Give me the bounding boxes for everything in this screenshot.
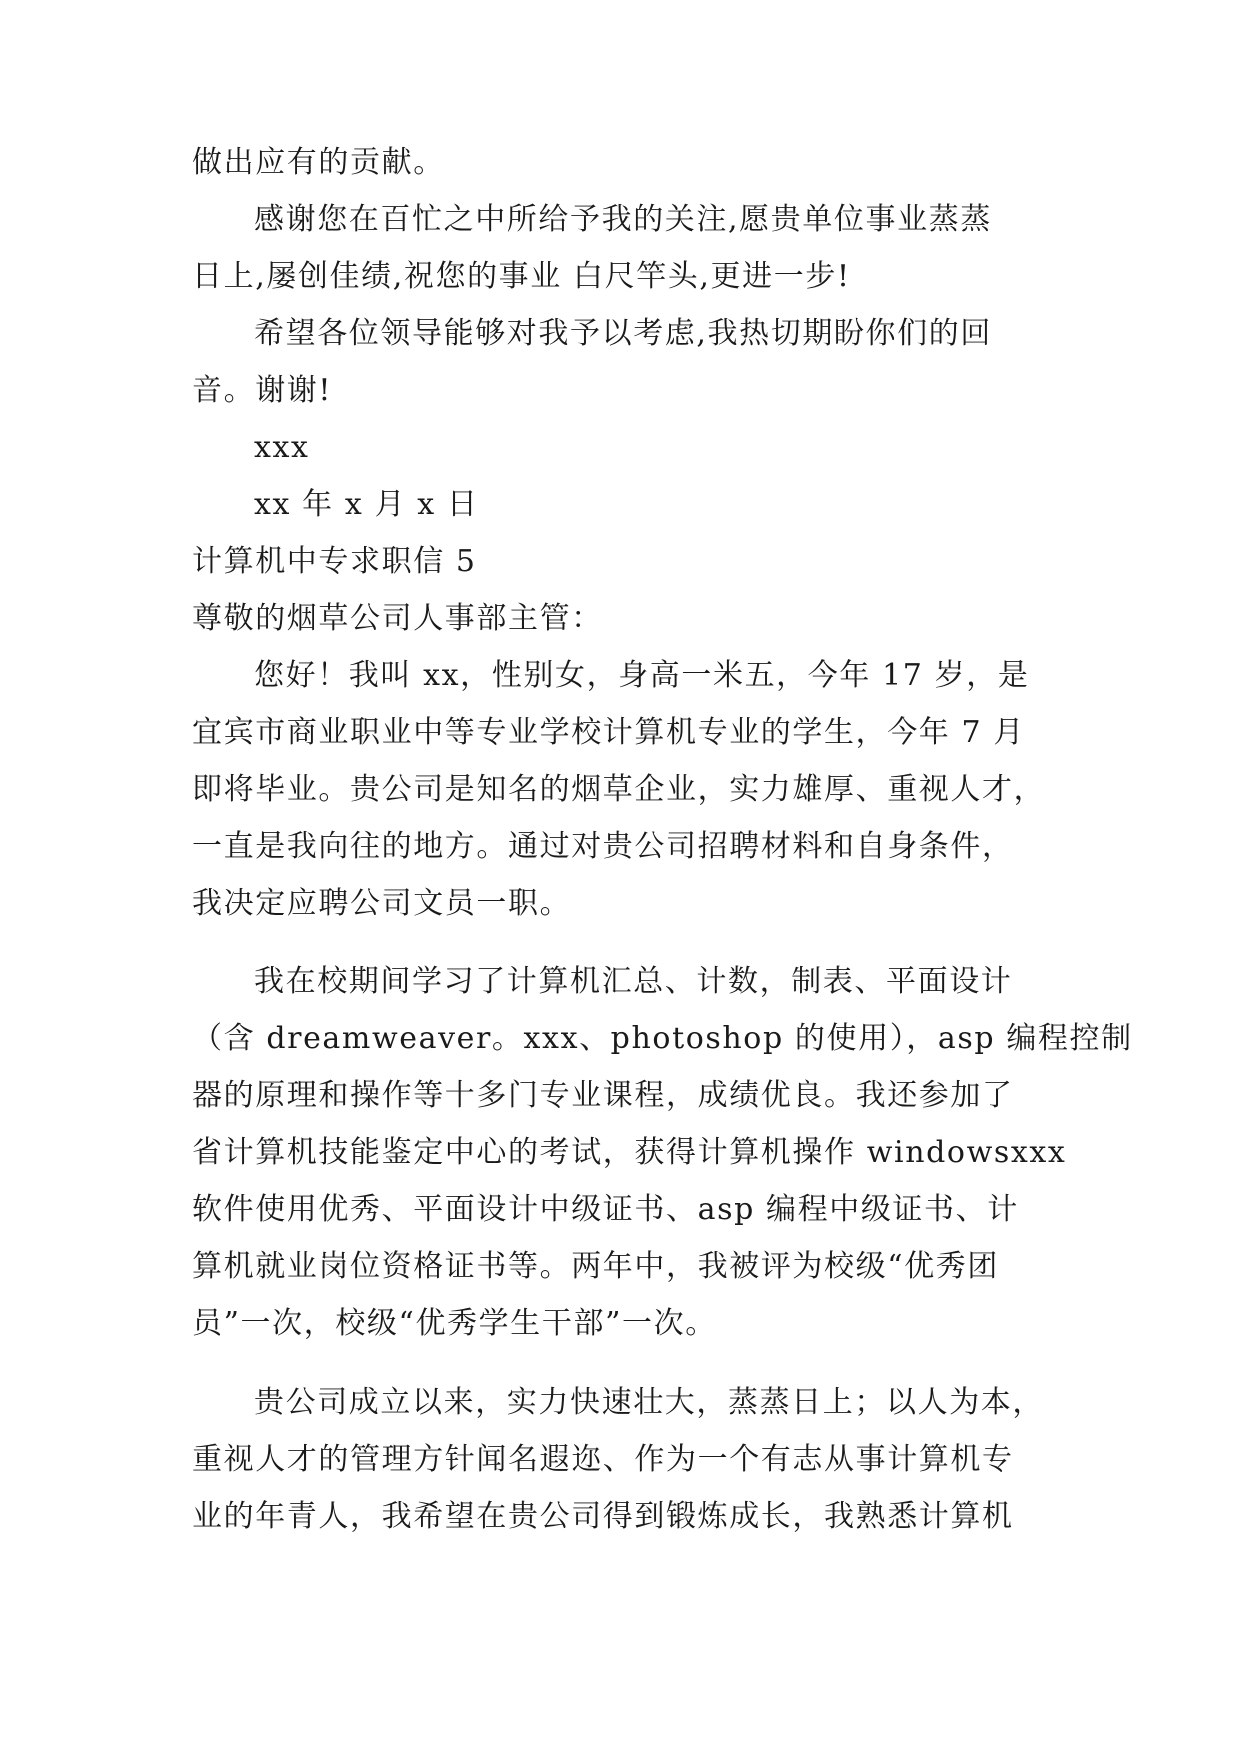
text-line: 宜宾市商业职业中等专业学校计算机专业的学生，今年 7 月 — [192, 715, 1025, 750]
text-line: 贵公司成立以来，实力快速壮大，蒸蒸日上；以人为本， — [254, 1385, 1044, 1420]
text-line: 算机就业岗位资格证书等。两年中，我被评为校级“优秀团 — [192, 1249, 999, 1284]
text-line: 省计算机技能鉴定中心的考试，获得计算机操作 windowsxxx — [192, 1135, 1067, 1170]
text-line: 软件使用优秀、平面设计中级证书、asp 编程中级证书、计 — [192, 1192, 1019, 1227]
text-line: 您好！我叫 xx，性别女，身高一米五，今年 17 岁，是 — [254, 658, 1030, 693]
text-line: （含 dreamweaver。xxx、photoshop 的使用），asp 编程控制 — [192, 1021, 1133, 1056]
text-line: 希望各位领导能够对我予以考虑,我热切期盼你们的回 — [254, 316, 992, 351]
text-line: 做出应有的贡献。 — [192, 145, 445, 180]
text-line: 即将毕业。贵公司是知名的烟草企业，实力雄厚、重视人才， — [192, 772, 1046, 807]
salutation: 尊敬的烟草公司人事部主管： — [192, 601, 603, 636]
text-line: 重视人才的管理方针闻名遐迩、作为一个有志从事计算机专 — [192, 1442, 1014, 1477]
text-line: 音。谢谢! — [192, 373, 333, 408]
text-line: 业的年青人，我希望在贵公司得到锻炼成长，我熟悉计算机 — [192, 1499, 1014, 1534]
text-line: 一直是我向往的地方。通过对贵公司招聘材料和自身条件， — [192, 829, 1014, 864]
section-title: 计算机中专求职信 5 — [192, 544, 477, 579]
text-line: 我决定应聘公司文员一职。 — [192, 886, 572, 921]
text-line: 我在校期间学习了计算机汇总、计数，制表、平面设计 — [254, 964, 1013, 999]
text-line: 日上,屡创佳绩,祝您的事业 白尺竿头,更进一步! — [192, 259, 851, 294]
signature-date: xx 年 x 月 x 日 — [254, 487, 479, 522]
text-line: 员”一次，校级“优秀学生干部”一次。 — [192, 1306, 717, 1341]
text-line: 感谢您在百忙之中所给予我的关注,愿贵单位事业蒸蒸 — [254, 202, 992, 237]
text-line: 器的原理和操作等十多门专业课程，成绩优良。我还参加了 — [192, 1078, 1014, 1113]
signature-name: xxx — [254, 430, 310, 465]
